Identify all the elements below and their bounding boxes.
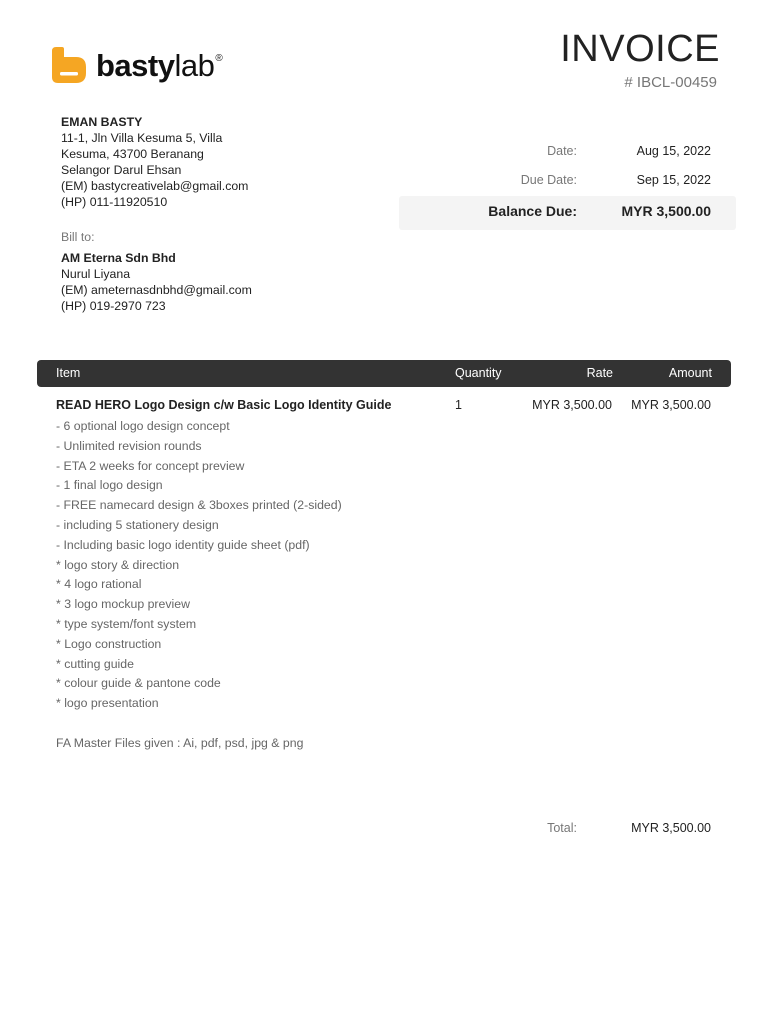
total-label: Total: — [547, 821, 577, 835]
line-item-name: READ HERO Logo Design c/w Basic Logo Identity Guide — [56, 398, 392, 412]
sender-line: Kesuma, 43700 Beranang — [61, 147, 204, 161]
sender-line: Selangor Darul Ehsan — [61, 163, 182, 177]
due-date-value: Sep 15, 2022 — [636, 173, 711, 187]
due-date-label: Due Date: — [520, 173, 577, 187]
bill-to-name: AM Eterna Sdn Bhd — [61, 251, 176, 265]
sender-phone: (HP) 011-11920510 — [61, 195, 168, 209]
balance-due-label: Balance Due: — [488, 203, 577, 219]
description-spacer — [56, 714, 342, 734]
header-item: Item — [56, 366, 81, 380]
description-line: * 3 logo mockup preview — [56, 597, 190, 612]
brand-name — [96, 47, 223, 83]
line-item-amount: MYR 3,500.00 — [631, 398, 711, 412]
bill-to-phone: (HP) 019-2970 723 — [61, 299, 166, 313]
sender-name: EMAN BASTY — [61, 115, 143, 129]
bill-to-email: (EM) ameternasdnbhd@gmail.com — [61, 283, 252, 297]
header-amount: Amount — [668, 366, 712, 380]
date-label: Date: — [547, 144, 577, 158]
description-line: * type system/font system — [56, 616, 197, 631]
sender-line: 11-1, Jln Villa Kesuma 5, Villa — [61, 131, 223, 145]
description-line: - ETA 2 weeks for concept preview — [56, 458, 245, 473]
description-line: * logo presentation — [56, 696, 159, 711]
description-line: * 4 logo rational — [56, 577, 142, 592]
description-line: * colour guide & pantone code — [56, 676, 221, 691]
line-item-rate: MYR 3,500.00 — [532, 398, 612, 412]
header-quantity: Quantity — [455, 366, 502, 380]
description-line: * logo story & direction — [56, 557, 180, 572]
sender-email: (EM) bastycreativelab@gmail.com — [61, 179, 249, 193]
description-line: - Unlimited revision rounds — [56, 438, 202, 453]
description-line: - 6 optional logo design concept — [56, 419, 230, 433]
items-table-header — [37, 360, 731, 387]
registered-mark-icon: ® — [215, 52, 223, 64]
bill-to-block — [61, 250, 252, 314]
balance-due-value: MYR 3,500.00 — [621, 203, 711, 219]
brand-name-light: lab — [174, 47, 215, 83]
header-rate: Rate — [586, 366, 613, 380]
bill-to-label: Bill to: — [61, 230, 95, 244]
invoice-title: INVOICE — [560, 28, 720, 70]
invoice-number: # IBCL-00459 — [624, 74, 717, 91]
description-line: - Including basic logo identity guide sheet (pdf) — [56, 537, 310, 552]
line-item-description — [56, 417, 342, 754]
brand-logo — [50, 43, 221, 87]
brand-name-bold: basty — [96, 47, 175, 83]
line-item-quantity: 1 — [455, 398, 462, 412]
b-logo-mark-icon — [50, 45, 88, 85]
description-line: - 1 final logo design — [56, 478, 163, 493]
description-master-files: FA Master Files given : Ai, pdf, psd, jpg & png — [56, 735, 304, 750]
bill-to-contact: Nurul Liyana — [61, 267, 131, 281]
date-value: Aug 15, 2022 — [636, 144, 711, 158]
description-line: - FREE namecard design & 3boxes printed (2-sided) — [56, 498, 342, 513]
description-line: * cutting guide — [56, 656, 134, 671]
sender-block — [61, 114, 271, 210]
total-value: MYR 3,500.00 — [631, 821, 711, 835]
description-line: * Logo construction — [56, 636, 162, 651]
description-line: - including 5 stationery design — [56, 517, 219, 532]
